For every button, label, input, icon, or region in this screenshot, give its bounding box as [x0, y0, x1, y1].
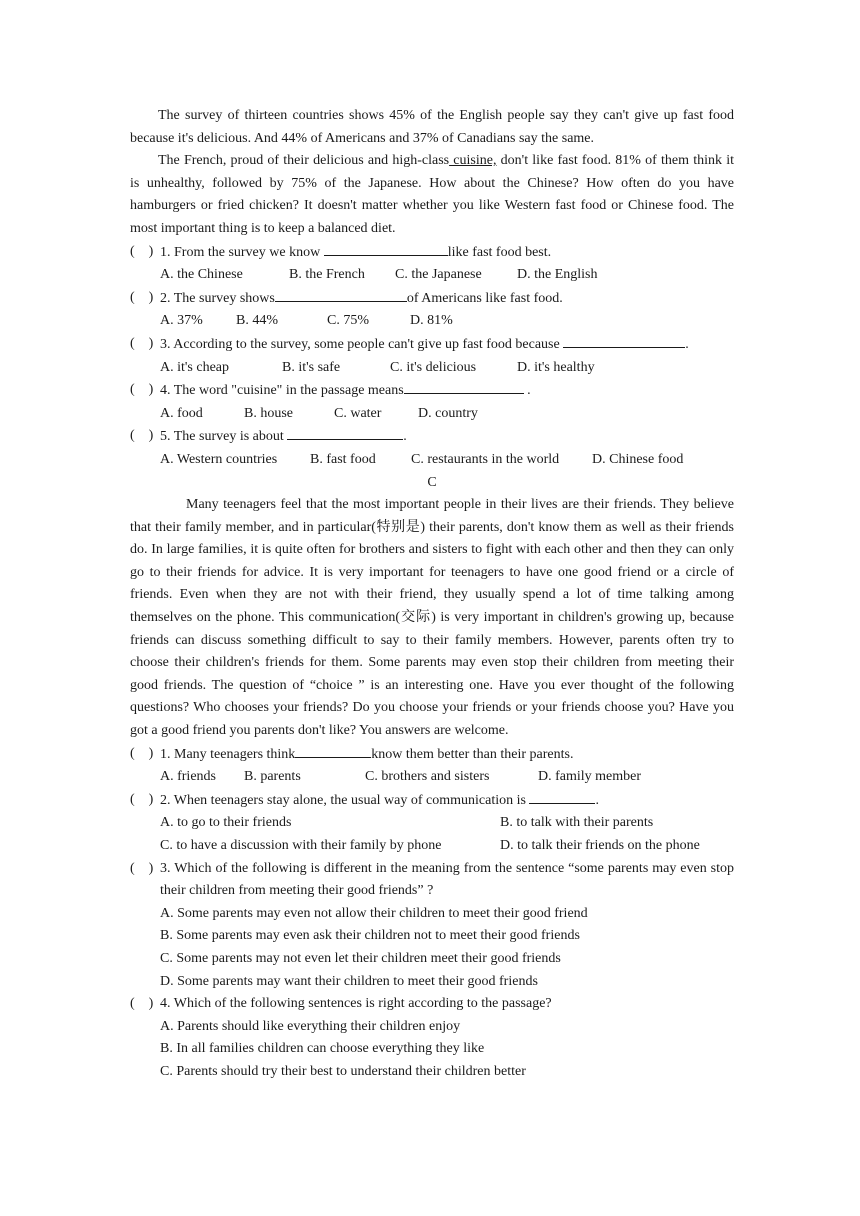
option-c: C. Parents should try their best to understand their children better	[160, 1063, 526, 1079]
question-c4: ( ) 4. Which of the following sentences is right according to the passage?	[130, 993, 734, 1016]
option-b: B. In all families children can choose everything they like	[160, 1041, 485, 1057]
answer-blank	[563, 333, 685, 348]
option-b: B. the French	[289, 267, 365, 283]
option-d: D. family member	[538, 769, 642, 785]
option-a: A. the Chinese	[160, 267, 243, 283]
option-b: B. house	[244, 405, 293, 421]
option-b: B. Some parents may even ask their children not to meet their good friends	[160, 928, 580, 944]
options-b4	[130, 403, 734, 426]
option-d: D. to talk their friends on the phone	[500, 838, 700, 853]
answer-paren[interactable]: ( )	[130, 860, 154, 876]
option-d: D. Chinese food	[592, 451, 684, 467]
question-b3: ( ) 3. According to the survey, some people can't give up fast food because .	[130, 333, 734, 357]
question-b5: ( ) 5. The survey is about .	[130, 425, 734, 449]
option-b: B. it's safe	[282, 359, 341, 375]
answer-blank	[295, 743, 371, 758]
answer-paren[interactable]: ( )	[130, 382, 154, 398]
passage-c-paragraph: Many teenagers feel that the most important people in their lives are their friends. They believe that their family member, and in particular(特别是) their parents, don't know them as well as their friends do. In large families, it is quite often for brothers and sisters to fight with each other and then they can only go to their friends for advice. It is very important for teenagers to have one good friend or a circle of friends. Even when they are not with their friend, they usually spend a lot of time talking among themselves on the phone. This communication(交际) is very important in children's growing up, because friends can discuss something difficult to say to their family members. However, parents often try to choose their children's friends for them. Some parents may even stop their children from meeting their good friends. The question of “choice ” is an interesting one. Have you ever thought of the following questions? Who chooses your friends? Do you choose your friends or your friends choose you? Have you got a good friend you parents don't like? You answers are welcome.	[130, 497, 734, 739]
option-d: D. 81%	[410, 313, 453, 329]
option-b: B. fast food	[310, 451, 376, 467]
option-c: C. the Japanese	[395, 267, 482, 283]
option-c: C. restaurants in the world	[411, 451, 560, 467]
option-b: B. to talk with their parents	[500, 815, 654, 831]
answer-blank	[324, 241, 448, 256]
answer-blank	[287, 425, 403, 440]
option-a: A. Parents should like everything their children enjoy	[160, 1018, 461, 1034]
option-b: B. 44%	[236, 313, 278, 329]
document-content	[130, 105, 734, 1084]
answer-blank	[404, 379, 524, 394]
question-c2: ( ) 2. When teenagers stay alone, the usual way of communication is .	[130, 789, 734, 813]
options-b1	[130, 264, 734, 287]
option-a: A. to go to their friends	[160, 815, 292, 831]
answer-paren[interactable]: ( )	[130, 428, 154, 444]
answer-paren[interactable]: ( )	[130, 335, 154, 351]
answer-blank	[529, 789, 595, 804]
options-b2	[130, 310, 734, 333]
question-b4: ( ) 4. The word "cuisine" in the passage means .	[130, 379, 734, 403]
option-a: A. Western countries	[160, 451, 278, 467]
option-b: B. parents	[244, 769, 301, 785]
options-b5	[130, 449, 734, 472]
passage-b-paragraph-1: The survey of thirteen countries shows 45% of the English people say they can't give up fast food because it's delicious. And 44% of Americans and 37% of Canadians say the same.	[130, 108, 734, 146]
option-c: C. 75%	[327, 313, 369, 329]
option-d: D. the English	[517, 267, 598, 283]
option-a: A. it's cheap	[160, 359, 230, 375]
answer-paren[interactable]: ( )	[130, 243, 154, 259]
question-b2: ( ) 2. The survey shows of Americans like fast food.	[130, 287, 734, 311]
option-c: C. Some parents may not even let their children meet their good friends	[160, 950, 561, 966]
answer-paren[interactable]: ( )	[130, 996, 154, 1012]
answer-blank	[275, 287, 407, 302]
question-b1: ( ) 1. From the survey we know like fast food best.	[130, 241, 734, 265]
option-a: A. Some parents may even not allow their children to meet their good friend	[160, 905, 588, 921]
option-a: A. food	[160, 405, 203, 421]
option-d: D. country	[418, 405, 478, 421]
answer-paren[interactable]: ( )	[130, 745, 154, 761]
option-a: A. friends	[160, 769, 216, 785]
passage-b-paragraph-2: The French, proud of their delicious and high-class cuisine, don't like fast food. 81% of them think it is unhealthy, followed by 75% of the Japanese. How about the Chinese? How often do you have hamburgers or fried chicken? It doesn't matter whether you like Western fast food or Chinese food. The most important thing is to keep a balanced diet.	[130, 153, 734, 236]
question-c3: ( ) 3. Which of the following is different in the meaning from the sentence “some parents may even stop their children from meeting their good friends” ?	[130, 858, 734, 903]
option-c: C. water	[334, 405, 382, 421]
underlined-word-cuisine: cuisine,	[449, 153, 497, 169]
options-c2-row1	[130, 812, 734, 835]
option-c: C. to have a discussion with their family by phone	[160, 838, 442, 853]
option-d: D. Some parents may want their children to meet their good friends	[160, 973, 538, 989]
answer-paren[interactable]: ( )	[130, 791, 154, 807]
option-d: D. it's healthy	[517, 359, 595, 375]
option-c: C. it's delicious	[390, 359, 477, 375]
options-b3	[130, 357, 734, 380]
options-c2-row2	[130, 835, 734, 858]
question-c1: ( ) 1. Many teenagers think know them better than their parents.	[130, 743, 734, 767]
section-c-heading: C	[427, 474, 437, 490]
options-c1	[130, 766, 734, 789]
answer-paren[interactable]: ( )	[130, 289, 154, 305]
option-c: C. brothers and sisters	[365, 769, 490, 785]
option-a: A. 37%	[160, 313, 203, 329]
